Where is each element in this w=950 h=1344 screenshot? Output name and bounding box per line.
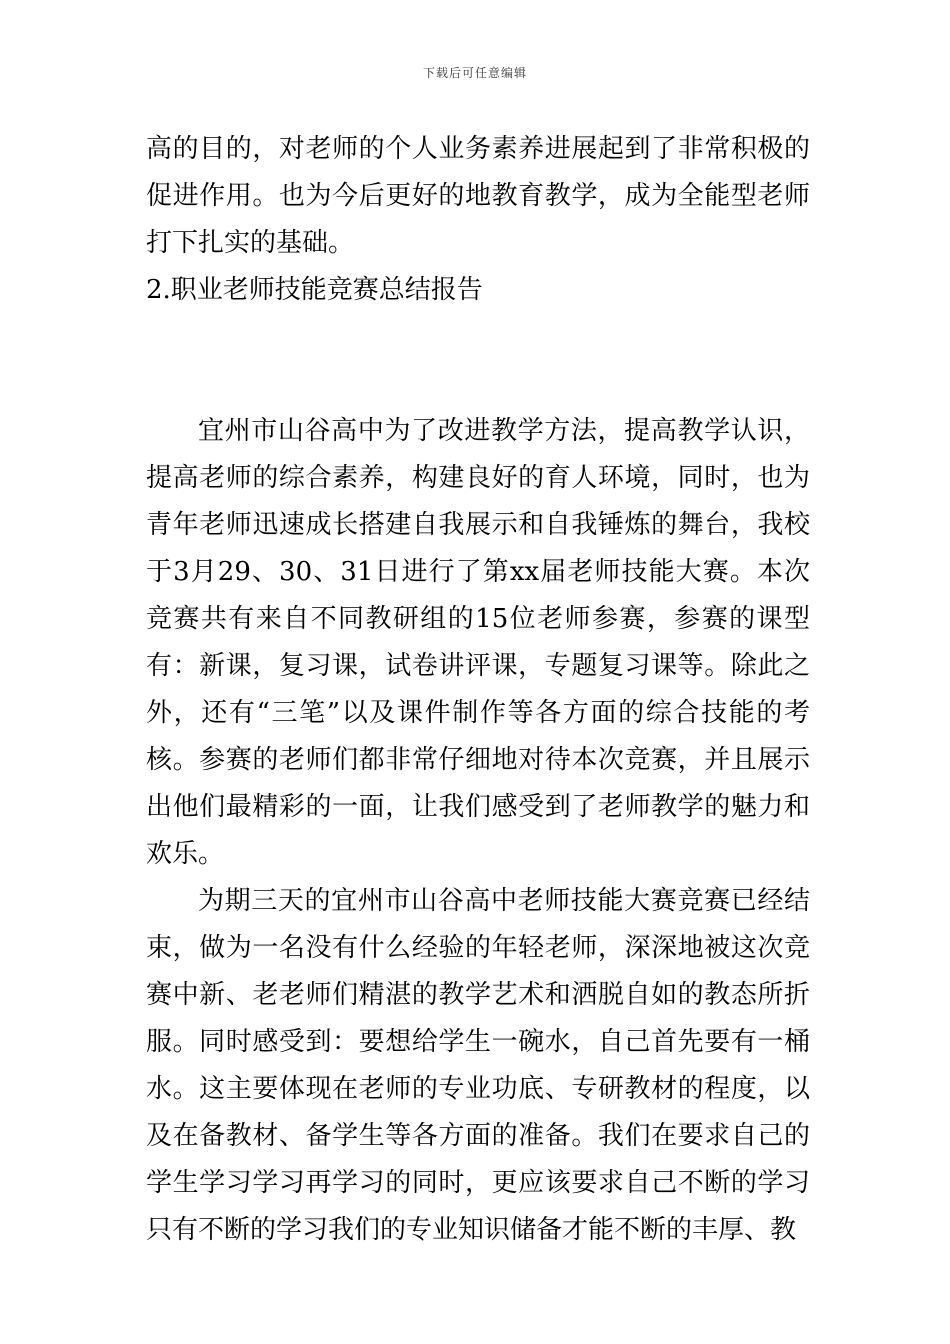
blank-space — [146, 314, 810, 408]
header-note: 下载后可任意编辑 — [422, 66, 527, 80]
document-body — [146, 126, 810, 1254]
body-paragraph-1: 宜州市山谷高中为了改进教学方法，提高教学认识，提高老师的综合素养，构建良好的育人环境，同时，也为青年老师迅速成长搭建自我展示和自我锤炼的舞台，我校于3月29、30、31日进行了第xx届老师技能大赛。本次竞赛共有来自不同教研组的15位老师参赛，参赛的课型有：新课，复习课，试卷讲评课，专题复习课等。除此之外，还有“三笔”以及课件制作等各方面的综合技能的考核。参赛的老师们都非常仔细地对待本次竞赛，并且展示出他们最精彩的一面，让我们感受到了老师教学的魅力和欢乐。 — [146, 416, 810, 869]
body-paragraph-2: 为期三天的宜州市山谷高中老师技能大赛竞赛已经结束，做为一名没有什么经验的年轻老师，深深地被这次竞赛中新、老老师们精湛的教学艺术和洒脱自如的教态所折服。同时感受到：要想给学生一碗水，自己首先要有一桶水。这主要体现在老师的专业功底、专研教材的程度，以及在备教材、备学生等各方面的准备。我们在要求自己的学生学习学习再学习的同时，更应该要求自己不断的学习只有不断的学习我们的专业知识储备才能不断的丰厚、教 — [146, 886, 810, 1245]
section-heading: 2.职业老师技能竞赛总结报告 — [146, 275, 483, 305]
continued-paragraph: 高的目的，对老师的个人业务素养进展起到了非常积极的促进作用。也为今后更好的地教育教学，成为全能型老师打下扎实的基础。 — [146, 134, 810, 258]
